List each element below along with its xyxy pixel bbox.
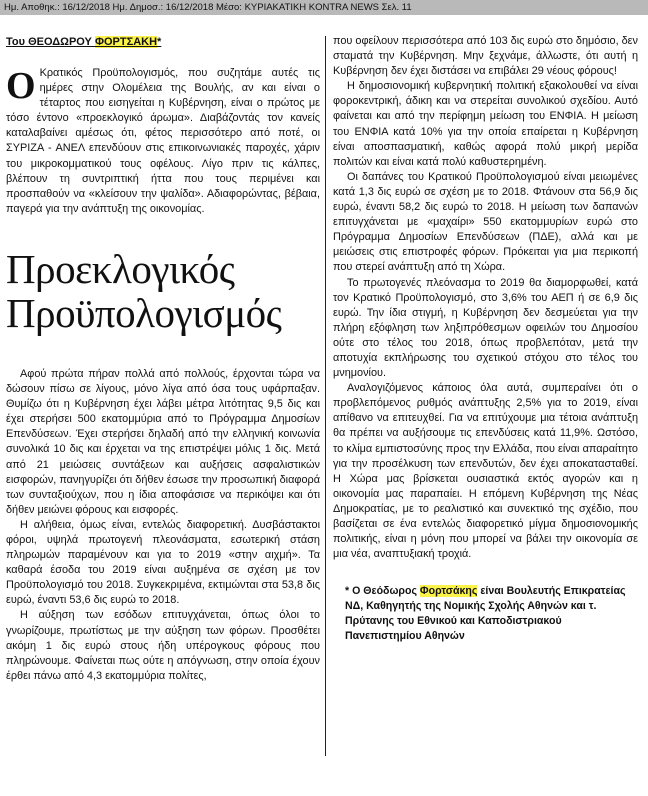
author-note-star: *: [345, 585, 350, 598]
intro-paragraph: [6, 66, 320, 217]
byline-prefix: Του ΘΕΟΔΩΡΟΥ: [6, 36, 95, 48]
body-paragraph: Η δημοσιονομική κυβερνητική πολιτική εξακολουθεί να είναι φοροκεντρική, άδικη και να στερείται συνολικού σχεδίου. Αυτό φαίνεται και από την περίφημη μείωση του ΕΝΦΙΑ. Η μείωση του ΕΝΦΙΑ κατά 10% για την οποία επαίρεται η Κυβέρνηση είναι αποσπασματική, καθώς αφορά πολύ μικρή μερίδα πολιτών και είναι κατά πολύ καθυστερημένη.: [333, 80, 638, 168]
author-note-before: Ο Θεόδωρος: [352, 585, 420, 598]
byline: [6, 36, 320, 52]
body-paragraph: που οφείλουν περισσότερα από 103 δις ευρώ στο δημόσιο, δεν σταματά την Κυβέρνηση. Μην ξεχνάμε, άλλωστε, ότι αυτή η Κυβέρνηση δεν έχει διστάσει να επιβάλει 29 νέους φόρους!: [333, 35, 638, 78]
drop-cap: Ο: [6, 65, 36, 107]
body-paragraph: Αφού πρώτα πήραν πολλά από πολλούς, έρχονται τώρα να δώσουν πίσω σε λίγους, μόνο λίγα από όσα τους υφάρπαξαν. Θυμίζω ότι η Κυβέρνηση έχει λάβει μέτρα λιτότητας 9,5 δις και έχει στερήσει 500 εκατομμύρια από το Πρόγραμμα Δημοσίων Επενδύσεων. Έχει στερήσει δηλαδή από την ελληνική κοινωνία συνολικά 10 δις και έρχεται να της επιστρέψει μόλις 1 δις. Μετά από 21 μειώσεις συντάξεων και αυξήσεις ασφαλιστικών εισφορών, πανηγυρίζει ότι δήθεν έσωσε την προσωπική διαφορά των συνταξιούχων, που η ίδια αποφάσισε να περικόψει και ότι δήθεν μειώνει φόρους και εισφορές.: [6, 367, 320, 516]
author-note: [333, 584, 638, 644]
byline-surname: ΦΟΡΤΣΑΚΗ: [94, 36, 158, 48]
column-divider: [325, 36, 326, 756]
author-note-surname: Φορτσάκης: [419, 585, 478, 598]
body-paragraph: Η αλήθεια, όμως είναι, εντελώς διαφορετική. Δυσβάστακτοι φόροι, υψηλά πρωτογενή πλεονάσματα, εσωτερική στάση πληρωμών παραμένουν και για το 2019 «στην αιχμή». Τα καθαρά έσοδα του 2019 είναι αυξημένα σε σχέση με τον Προϋπολογισμό του 2018. Συγκεκριμένα, εκτιμώνται στα 53,8 δις ευρώ, έναντι 53,6 δις ευρώ το 2018.: [6, 518, 320, 607]
right-column: [333, 34, 638, 644]
headline: Προεκλογικός Προϋπολογισμός: [6, 245, 282, 336]
clipping-meta-bar: Ημ. Αποθηκ.: 16/12/2018 Ημ. Δημοσ.: 16/12/2018 Μέσο: ΚΥΡΙΑΚΑΤΙΚΗ KONTRA NEWS Σελ. 11: [0, 0, 648, 15]
intro-text: Κρατικός Προϋπολογισμός, που συζητάμε αυτές τις ημέρες στην Ολομέλεια της Βουλής, αν και είναι ο τέταρτος που εισηγείται η Κυβέρνηση, είναι ο πρώτος με τόσο έντονο «προεκλογικό άρωμα». Διαβάζοντάς τον κανείς καταλαβαίνει αμέσως ότι, φέτος περισσότερο από ποτέ, οι ΣΥΡΙΖΑ - ΑΝΕΛ επενδύουν στις επικοινωνιακές παροχές, χάριν του μικροκομματικού τους οφέλους. Λίγο πριν τις κάλπες, βλέπουν τη συντριπτική ήττα που τους περιμένει και προσπαθούν να «κλείσουν την ψαλίδα». Αδιαφορώντας, βέβαια, παγερά για την ανάπτυξη της οικονομίας.: [6, 67, 320, 215]
body-paragraph: Η αύξηση των εσόδων επιτυγχάνεται, όπως όλοι το γνωρίζουμε, πρωτίστως με την αύξηση των φόρων. Προσθέτει ακόμη 1 δις ευρώ στους ήδη υπέρογκους φόρους που πληρώνουμε. Φαίνεται πως ούτε η απόγνωση, στην οποία έχουν έρθει πάνω από 4,3 εκατομμύρια πολίτες,: [6, 609, 320, 682]
body-paragraph: Αναλογιζόμενος κάποιος όλα αυτά, συμπεραίνει ότι ο προβλεπόμενος ρυθμός ανάπτυξης 2,5% για το 2019, είναι απίθανο να επιτευχθεί. Για να επιτύχουμε μια τέτοια ανάπτυξη θα πρέπει να αυξήσουμε τις επενδύσεις κατά 11,9%. Ωστόσο, το κλίμα εμπιστοσύνης προς την Ελλάδα, που είναι απαραίτητο για την προσέλκυση των επενδυτών, δεν έχει αποκατασταθεί. Η Χώρα μας βρίσκεται ουσιαστικά εκτός αγορών και η οικονομία μας παραπαίει. Η επόμενη Κυβέρνηση της Νέας Δημοκρατίας, με το ρεαλιστικό και συνεκτικό της σχέδιο, που βασίζεται σε ένα εντελώς διαφορετικό μίγμα δημοσιονομικής πολιτικής, είναι η μόνη που μπορεί να βάλει την οικονομία σε μια νέα, αναπτυξιακή τροχιά.: [333, 382, 638, 561]
author-note-after: είναι Βουλευτής Επικρατείας ΝΔ, Καθηγητής της Νομικής Σχολής Αθηνών και τ. Πρύτανης του Εθνικού και Καποδιστριακού Πανεπιστημίου Αθηνών: [345, 585, 626, 643]
body-paragraph: Οι δαπάνες του Κρατικού Προϋπολογισμού είναι μειωμένες κατά 1,3 δις ευρώ σε σχέση με το 2018. Φτάνουν στα 56,9 δις ευρώ, έναντι 58,2 δις ευρώ το 2018. Η μείωση των δαπανών επιτυγχάνεται με «μαχαίρι» 550 εκατομμυρίων ευρώ στο Πρόγραμμα Δημοσίων Επενδύσεων (ΠΔΕ), αλλά και με μειώσεις στις επιστροφές φόρων. Πρόκειται για μια περικοπή που στερεί ανάπτυξη από τη Χώρα.: [333, 170, 638, 274]
byline-star: *: [157, 36, 162, 48]
left-column: [6, 36, 320, 684]
body-paragraph: Το πρωτογενές πλεόνασμα το 2019 θα διαμορφωθεί, κατά τον Κρατικό Προϋπολογισμό, στο 3,6% του ΑΕΠ ή σε 6,9 δις ευρώ. Την ίδια στιγμή, η Κυβέρνηση δεν δεσμεύεται για την πλήρη εξόφληση των ληξιπρόθεσμων οφειλών του Δημοσίου ούτε στο τέλος του 2018, όπως προβλεπόταν, μετά την αποτυχία εκπλήρωσης του σχετικού στόχου στο τέλος του μνημονίου.: [333, 276, 638, 380]
